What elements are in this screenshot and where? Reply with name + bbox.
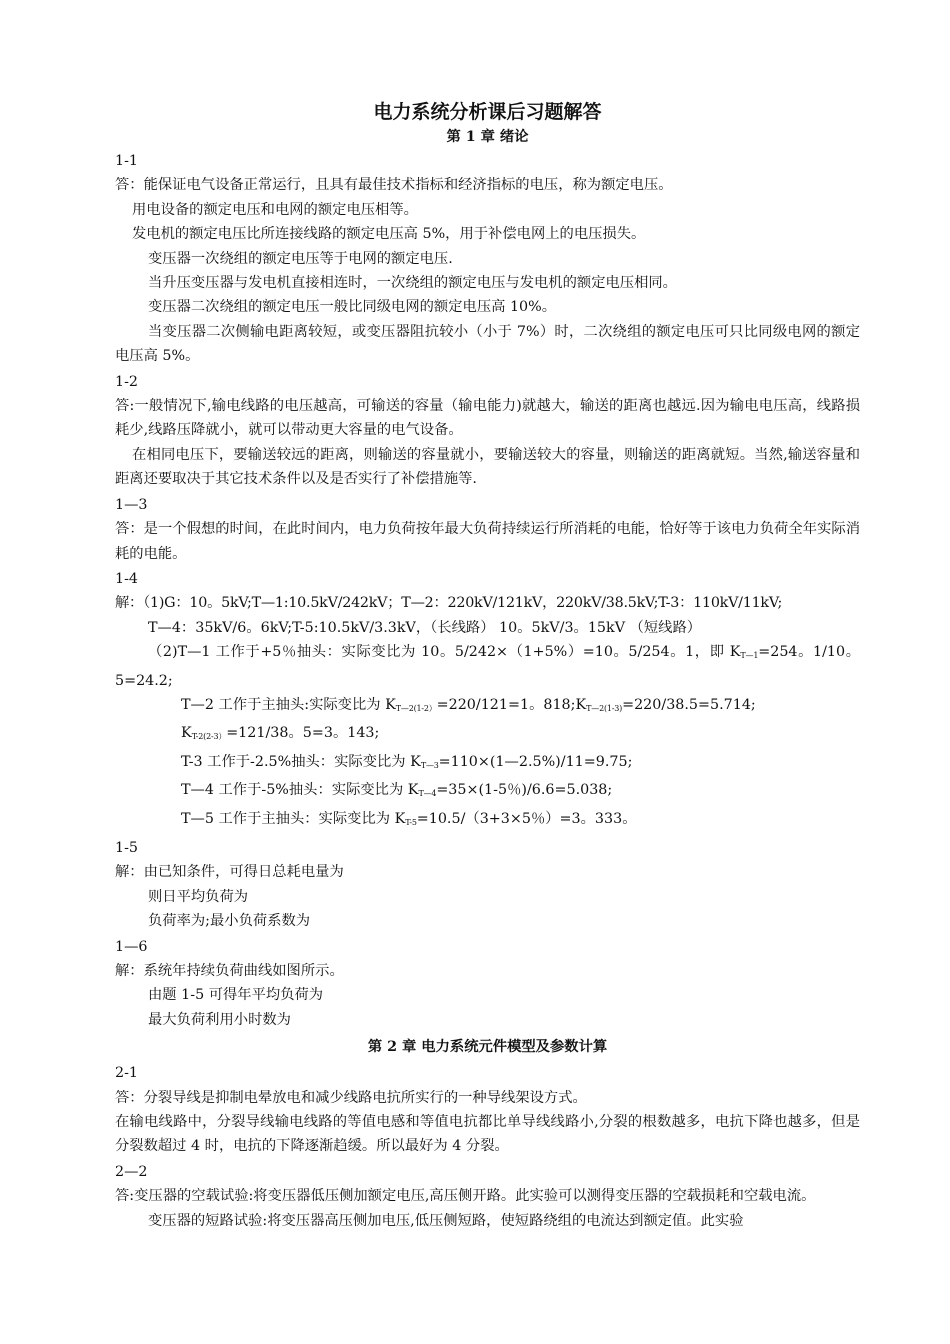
question-1-1 [115,149,860,369]
ratio-text: T—2 工作于主抽头:实际变比为 K [181,696,396,713]
answer-line: 答：能保证电气设备正常运行，且具有最佳技术指标和经济指标的电压，称为额定电压。 [115,177,673,194]
ratio-text: =121/38。5=3。143; [226,725,380,742]
solution-line: 解：由已知条件，可得日总耗电量为 [115,864,344,881]
answer-line: 变压器一次绕组的额定电压等于电网的额定电压. [148,250,453,267]
question-number: 1-5 [115,839,139,856]
subscript: T—2(1-3) [586,703,623,713]
ratio-text: （2)T—1 工作于+5％抽头：实际变比为 10。5/242×（1+5%）=10。5/254。1，即 K [148,644,741,661]
answer-line: 当升压变压器与发电机直接相连时，一次绕组的额定电压与发电机的额定电压相同。 [148,275,677,292]
ratio-text: =220/121=1。818;K [436,696,587,713]
solution-line: 解：系统年持续负荷曲线如图所示。 [115,963,344,979]
solution-line [115,750,860,778]
answer-line: 变压器的短路试验:将变压器高压侧加电压,低压侧短路，使短路绕组的电流达到额定值。此实验 [148,1212,744,1229]
question-number: 1-1 [115,153,139,169]
solution-line [115,640,860,693]
question-number: 1-4 [115,570,139,587]
solution-line: 负荷率为;最小负荷系数为 [148,913,311,930]
solution-line: 解：（1)G：10。5kV;T—1:10.5kV/242kV；T—2：220kV/121kV，220kV/38.5kV;T-3：110kV/11kV; [115,595,783,612]
question-1-5 [115,836,860,934]
answer-line: 用电设备的额定电压和电网的额定电压相等。 [132,201,418,218]
solution-line: T—4：35kV/6。6kV;T-5:10.5kV/3.3kV，（长线路） 10。5kV/3。15kV （短线路） [148,619,702,636]
question-2-1 [115,1061,860,1159]
solution-line [115,721,860,749]
question-1-6 [115,935,860,1033]
solution-line: 则日平均负荷为 [148,888,249,905]
subscript: T—1 [740,651,759,661]
question-2-2 [115,1160,860,1233]
ratio-text: =110×(1—2.5%)/11=9.75; [438,753,633,770]
answer-line: 变压器二次绕组的额定电压一般比同级电网的额定电压高 10%。 [148,299,557,316]
subscript: T—3 [420,760,439,770]
ratio-text: =220/38.5=5.714; [622,696,756,713]
ratio-text: =10.5/（3+3×5％）=3。333。 [416,810,637,827]
question-number: 1-2 [115,373,139,390]
answer-line: 答:变压器的空载试验:将变压器低压侧加额定电压,高压侧开路。此实验可以测得变压器的空载损耗和空载电流。 [115,1188,816,1205]
ratio-text: T—4 工作于-5%抽头：实际变比为 K [181,782,419,799]
ratio-text: =254。1/10。5=24.2; [115,644,860,689]
answer-line: 答：是一个假想的时间，在此时间内，电力负荷按年最大负荷持续运行所消耗的电能，恰好等于该电力负荷全年实际消耗的电能。 [115,521,860,562]
answer-line: 在输电线路中，分裂导线输电线路的等值电感和等值电抗都比单导线线路小,分裂的根数越多，电抗下降也越多，但是分裂数超过 4 时，电抗的下降逐渐趋缓。所以最好为 4 分裂。 [115,1114,860,1155]
chapter-2-heading: 第 2 章 电力系统元件模型及参数计算 [367,1039,608,1056]
ratio-text: T-3 工作于-2.5%抽头：实际变比为 K [181,753,421,770]
chapter-1-heading: 第 1 章 绪论 [446,129,529,145]
question-1-3 [115,493,860,566]
subscript: T—4 [418,789,437,799]
solution-line [115,807,860,835]
answer-line: 发电机的额定电压比所连接线路的额定电压高 5%，用于补偿电网上的电压损失。 [132,226,646,243]
ratio-text: =35×(1-5％)/6.6=5.038; [436,782,613,799]
answer-line: 答:一般情况下,输电线路的电压越高，可输送的容量（输电能力)就越大，输送的距离也越远.因为输电电压高，线路损耗少,线路压降就小，就可以带动更大容量的电气设备。 [115,398,860,439]
document-title: 电力系统分析课后习题解答 [373,101,602,123]
ratio-text: T—5 工作于主抽头：实际变比为 K [181,810,406,827]
solution-line [115,778,860,806]
question-number: 2—2 [115,1163,148,1180]
solution-line: 最大负荷利用小时数为 [148,1011,291,1028]
document-page [115,96,860,1233]
question-number: 1—6 [115,938,148,955]
question-1-2 [115,370,860,492]
answer-line: 在相同电压下，要输送较远的距离，则输送的容量就小，要输送较大的容量，则输送的距离就短。当然,输送容量和距离还要取决于其它技术条件以及是否实行了补偿措施等. [115,446,860,488]
answer-line: 答：分裂导线是抑制电晕放电和减少线路电抗所实行的一种导线架设方式。 [115,1089,587,1106]
subscript: T-5 [405,817,417,827]
question-1-4 [115,567,860,835]
subscript: T-2(2-3） [191,732,227,742]
answer-line: 当变压器二次侧输电距离较短，或变压器阻抗较小（小于 7%）时，二次绕组的额定电压可只比同级电网的额定电压高 5%。 [115,323,860,365]
ratio-text: K [181,725,192,742]
subscript: T—2(1-2） [395,703,437,713]
solution-line [115,693,860,721]
solution-line: 由题 1-5 可得年平均负荷为 [148,987,324,1004]
question-number: 2-1 [115,1065,139,1082]
question-number: 1—3 [115,496,148,513]
